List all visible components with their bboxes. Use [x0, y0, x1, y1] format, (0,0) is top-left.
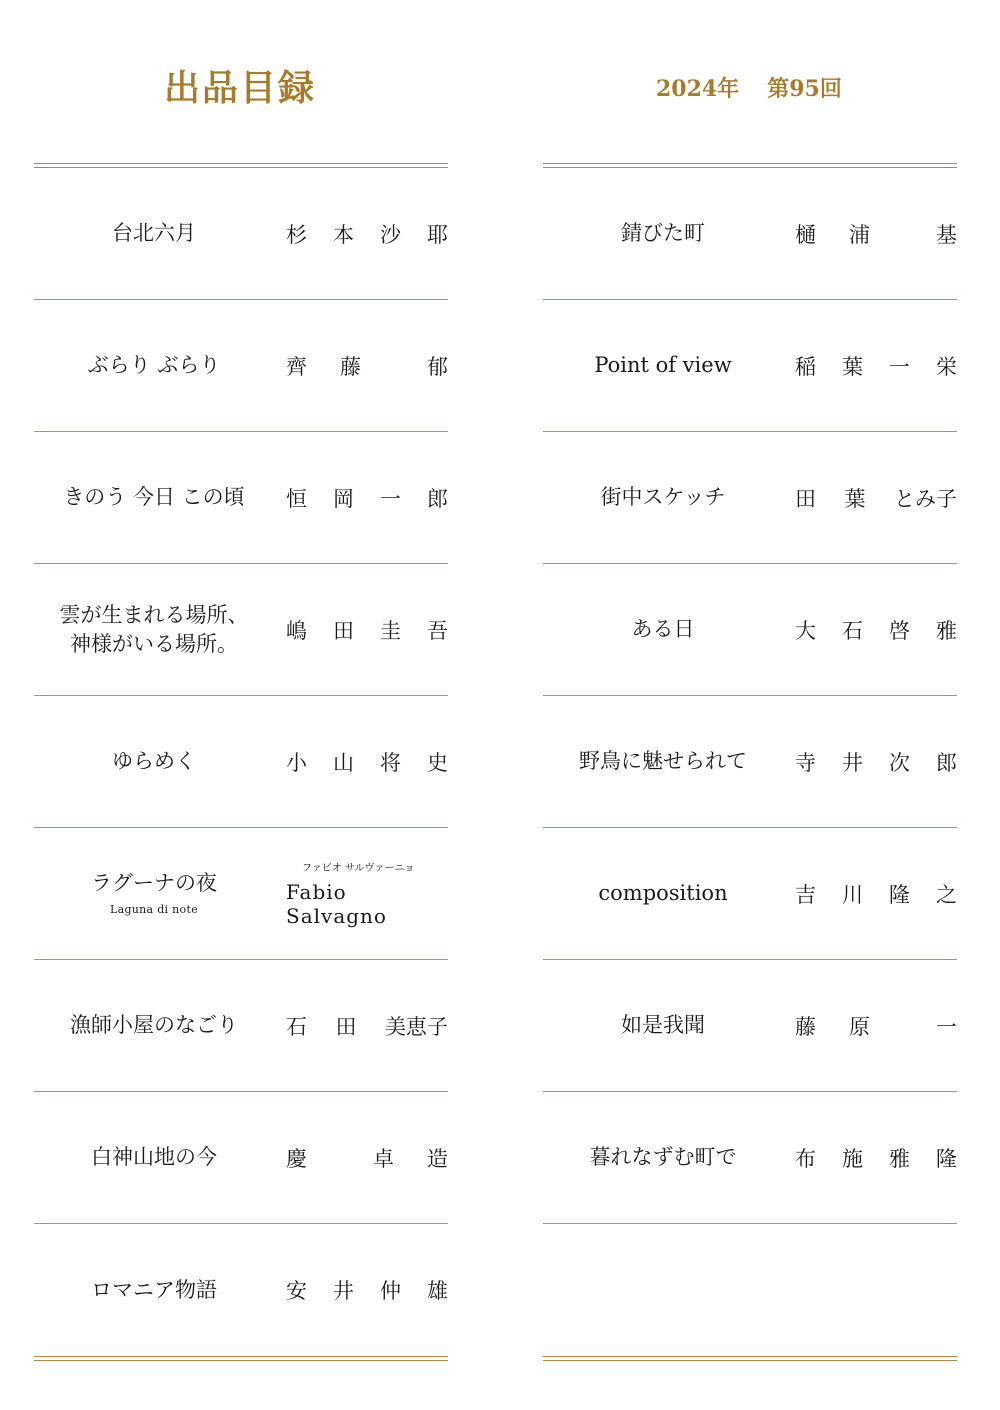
work-title-text: 暮れなずむ町で — [589, 1145, 737, 1170]
work-title-text: 如是我聞 — [621, 1013, 705, 1038]
artist-name-part: 寺 — [795, 750, 816, 775]
catalog-entry — [543, 828, 957, 960]
work-title-text-line2: 神様がいる場所。 — [70, 631, 238, 656]
artist-name — [795, 696, 957, 827]
artist-name — [286, 168, 448, 299]
work-title — [34, 432, 274, 563]
artist-name — [795, 1092, 957, 1223]
work-title — [34, 1224, 274, 1356]
artist-name-part: 啓 — [889, 618, 910, 643]
artist-name-part: 一 — [380, 486, 401, 511]
artist-name-part: 郎 — [936, 750, 957, 775]
catalog-entry — [34, 1224, 448, 1356]
work-title — [34, 1092, 274, 1223]
artist-name-part: 稲 — [795, 354, 816, 379]
edition-label — [656, 72, 842, 103]
artist-name — [286, 432, 448, 563]
catalog-entry — [34, 696, 448, 828]
artist-name — [286, 696, 448, 827]
artist-name — [286, 564, 448, 695]
artist-name-part: 雅 — [936, 618, 957, 643]
edition-number: 第95回 — [767, 76, 842, 102]
artist-name-part: 田 — [333, 618, 354, 643]
artist-name — [795, 828, 957, 959]
artist-name-part: 美恵子 — [385, 1014, 448, 1039]
artist-name-part: 郁 — [427, 354, 448, 379]
work-title-text: ある日 — [631, 617, 695, 642]
artist-name-part: 施 — [842, 1146, 863, 1171]
artist-name-part: 郎 — [427, 486, 448, 511]
artist-name — [795, 300, 957, 431]
artist-name-part: 川 — [842, 882, 863, 907]
work-title-text: 錆びた町 — [621, 221, 705, 246]
catalog-entry — [543, 564, 957, 696]
work-title — [543, 432, 783, 563]
artist-name-part: 田 — [795, 486, 816, 511]
artist-name-part: とみ子 — [894, 486, 957, 511]
artist-name-latin: Fabio Salvagno — [286, 880, 387, 928]
artist-name — [286, 828, 448, 959]
work-title-text: Point of view — [594, 353, 732, 378]
artist-name-part: 藤 — [795, 1014, 816, 1039]
work-title — [543, 168, 783, 299]
work-title-text: 街中スケッチ — [600, 485, 726, 510]
empty-slot — [543, 1224, 957, 1356]
catalog-entry — [34, 168, 448, 300]
artist-name-part: 栄 — [936, 354, 957, 379]
artist-name — [286, 1092, 448, 1223]
artist-name-part: 葉 — [844, 486, 866, 511]
catalog-entry — [543, 960, 957, 1092]
work-title-text: 雲が生まれる場所、 — [59, 603, 249, 628]
artist-name — [795, 564, 957, 695]
artist-name-part: 吾 — [427, 618, 448, 643]
work-title — [34, 696, 274, 827]
left-column — [34, 163, 448, 1361]
work-title-text: 野鳥に魅せられて — [579, 749, 747, 774]
artist-name-part: 慶 — [286, 1146, 307, 1171]
right-column — [543, 163, 957, 1361]
artist-name-part: 山 — [333, 750, 354, 775]
artist-name-part: 隆 — [889, 882, 910, 907]
work-title — [543, 300, 783, 431]
artist-name-part: 之 — [936, 882, 957, 907]
work-title-text: 漁師小屋のなごり — [70, 1013, 238, 1038]
artist-name-part: 齊 — [286, 354, 307, 379]
work-title — [543, 960, 783, 1091]
catalog-entry — [34, 1092, 448, 1224]
work-title — [543, 828, 783, 959]
artist-name-part: 卓 — [373, 1146, 394, 1171]
artist-name-part: 樋 — [795, 222, 816, 247]
work-title-text: ロマニア物語 — [91, 1277, 217, 1302]
catalog-title: 出品目録 — [164, 67, 317, 109]
artist-name-part: 史 — [427, 750, 448, 775]
year-label: 2024年 — [656, 76, 740, 102]
work-title — [34, 564, 274, 695]
catalog-entry — [34, 564, 448, 696]
artist-name-part: 造 — [427, 1146, 448, 1171]
catalog-entry — [543, 696, 957, 828]
catalog-entry — [543, 432, 957, 564]
work-title-text: 白神山地の今 — [91, 1145, 217, 1170]
artist-name-part: 本 — [333, 222, 354, 247]
artist-name-part: 耶 — [427, 222, 448, 247]
artist-name — [795, 168, 957, 299]
artist-name-part: 原 — [849, 1014, 870, 1039]
artist-name-part: 雅 — [889, 1146, 910, 1171]
artist-name-part: 一 — [936, 1014, 957, 1039]
artist-name-part: 小 — [286, 750, 307, 775]
catalog-entry — [34, 828, 448, 960]
artist-name-part: 沙 — [380, 222, 401, 247]
artist-name-part: 石 — [842, 618, 863, 643]
artist-name — [795, 960, 957, 1091]
artist-name-part: 恒 — [286, 486, 307, 511]
artist-name-part: 仲 — [380, 1279, 401, 1303]
work-title — [543, 564, 783, 695]
artist-name — [286, 1224, 448, 1356]
work-title-text: ゆらめく — [112, 749, 196, 774]
double-rule-bottom — [34, 1356, 448, 1361]
artist-name-part: 雄 — [427, 1279, 448, 1303]
catalog-entry — [543, 168, 957, 300]
catalog-entry — [34, 432, 448, 564]
artist-name-part: 吉 — [795, 882, 816, 907]
catalog-entry — [34, 960, 448, 1092]
artist-name-part: 浦 — [849, 222, 870, 247]
catalog-entry — [543, 1092, 957, 1224]
artist-name-part: 安 — [286, 1279, 307, 1303]
artist-name-part: 嶋 — [286, 618, 307, 643]
artist-name-part: 一 — [889, 354, 910, 379]
work-title-text: ラグーナの夜 — [91, 870, 217, 895]
artist-name-part: 井 — [842, 750, 863, 775]
work-title — [34, 300, 274, 431]
artist-name-part: 石 — [286, 1014, 307, 1039]
artist-name — [795, 432, 957, 563]
catalog-entry — [543, 300, 957, 432]
artist-name-part: 大 — [795, 618, 816, 643]
double-rule-bottom — [543, 1356, 957, 1361]
work-title — [543, 696, 783, 827]
artist-name-part: 藤 — [340, 354, 361, 379]
work-title-text: composition — [598, 881, 728, 906]
work-title — [34, 168, 274, 299]
artist-name-part: 隆 — [936, 1146, 957, 1171]
artist-name-part: 岡 — [333, 486, 354, 511]
artist-name-part: 田 — [335, 1014, 357, 1039]
artist-name-part: 井 — [333, 1279, 354, 1303]
work-title-text: ぶらり ぶらり — [87, 353, 221, 378]
artist-name-part: 基 — [936, 222, 957, 247]
work-title — [34, 828, 274, 959]
artist-name-ruby: ファビオ サルヴァーニョ — [302, 863, 415, 874]
work-title-text: きのう 今日 この頃 — [63, 485, 245, 510]
artist-name-part: 葉 — [842, 354, 863, 379]
artist-name-part: 圭 — [380, 618, 401, 643]
artist-name-part: 杉 — [286, 222, 307, 247]
work-title-text: 台北六月 — [112, 221, 196, 246]
artist-name — [286, 300, 448, 431]
work-title-subtitle: Laguna di note — [109, 903, 199, 917]
work-title — [543, 1092, 783, 1223]
artist-name-part: 次 — [889, 750, 910, 775]
catalog-entry — [34, 300, 448, 432]
artist-name — [286, 960, 448, 1091]
artist-name-part: 布 — [795, 1146, 816, 1171]
artist-name-part: 将 — [380, 750, 401, 775]
work-title — [34, 960, 274, 1091]
